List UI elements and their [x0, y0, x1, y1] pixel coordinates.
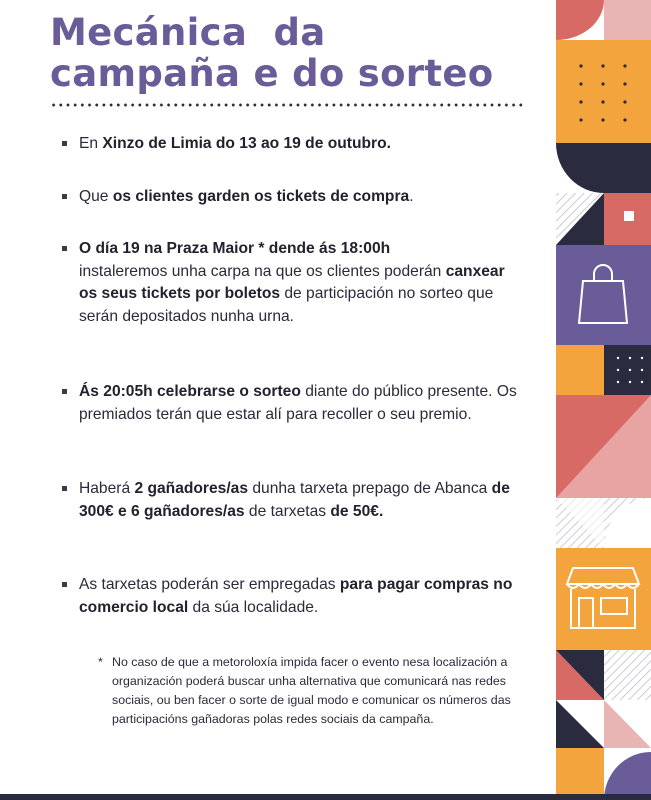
bullet-item-draw [62, 381, 524, 426]
bottom-bar [0, 794, 651, 800]
bullet-item-usage [62, 574, 524, 619]
footnote-asterisk: * [98, 655, 103, 669]
bullet-item-prizes [62, 478, 524, 523]
page-title [50, 12, 493, 94]
bullet-marker [62, 141, 67, 146]
title-line-2: campaña e do sorteo [50, 52, 494, 95]
decorative-pattern-column [556, 0, 651, 800]
footnote [98, 653, 518, 729]
title-line-1: Mecánica da [50, 11, 326, 54]
footnote-text: No caso de que a metoroloxía impida facer o evento nesa localización a organización poderá buscar unha alternativa que comunicará nas redes sociais, ou ben facer o sorte de igual modo e comunicar os números das participacións gañadoras polas redes sociais da campaña. [112, 655, 511, 726]
bullet-text: Haberá 2 gañadores/as dunha tarxeta prepago de Abanca de 300€ e 6 gañadores/as de tarxetas de 50€. [79, 480, 510, 520]
bullet-item-dates [62, 133, 524, 156]
bullet-marker [62, 389, 67, 394]
bullet-marker [62, 486, 67, 491]
bullet-text: Ás 20:05h celebrarse o sorteo diante do público presente. Os premiados terán que estar alí para recoller o seu premio. [79, 383, 517, 423]
bullet-text: En Xinzo de Limia do 13 ao 19 de outubro. [79, 135, 391, 152]
bullet-text: O día 19 na Praza Maior * dende ás 18:00h instaleremos unha carpa na que os clientes poderán canxear os seus tickets por boletos de participación no sorteo que serán depositados nunha urna. [79, 240, 505, 325]
bullet-item-tickets [62, 186, 524, 209]
bullet-marker [62, 194, 67, 199]
dotted-divider [50, 103, 526, 107]
bullet-text: Que os clientes garden os tickets de compra. [79, 188, 414, 205]
bullet-marker [62, 246, 67, 251]
bullet-marker [62, 582, 67, 587]
bullet-text: As tarxetas poderán ser empregadas para pagar compras no comercio local da súa localidade. [79, 576, 513, 616]
bullet-item-exchange [62, 238, 524, 328]
